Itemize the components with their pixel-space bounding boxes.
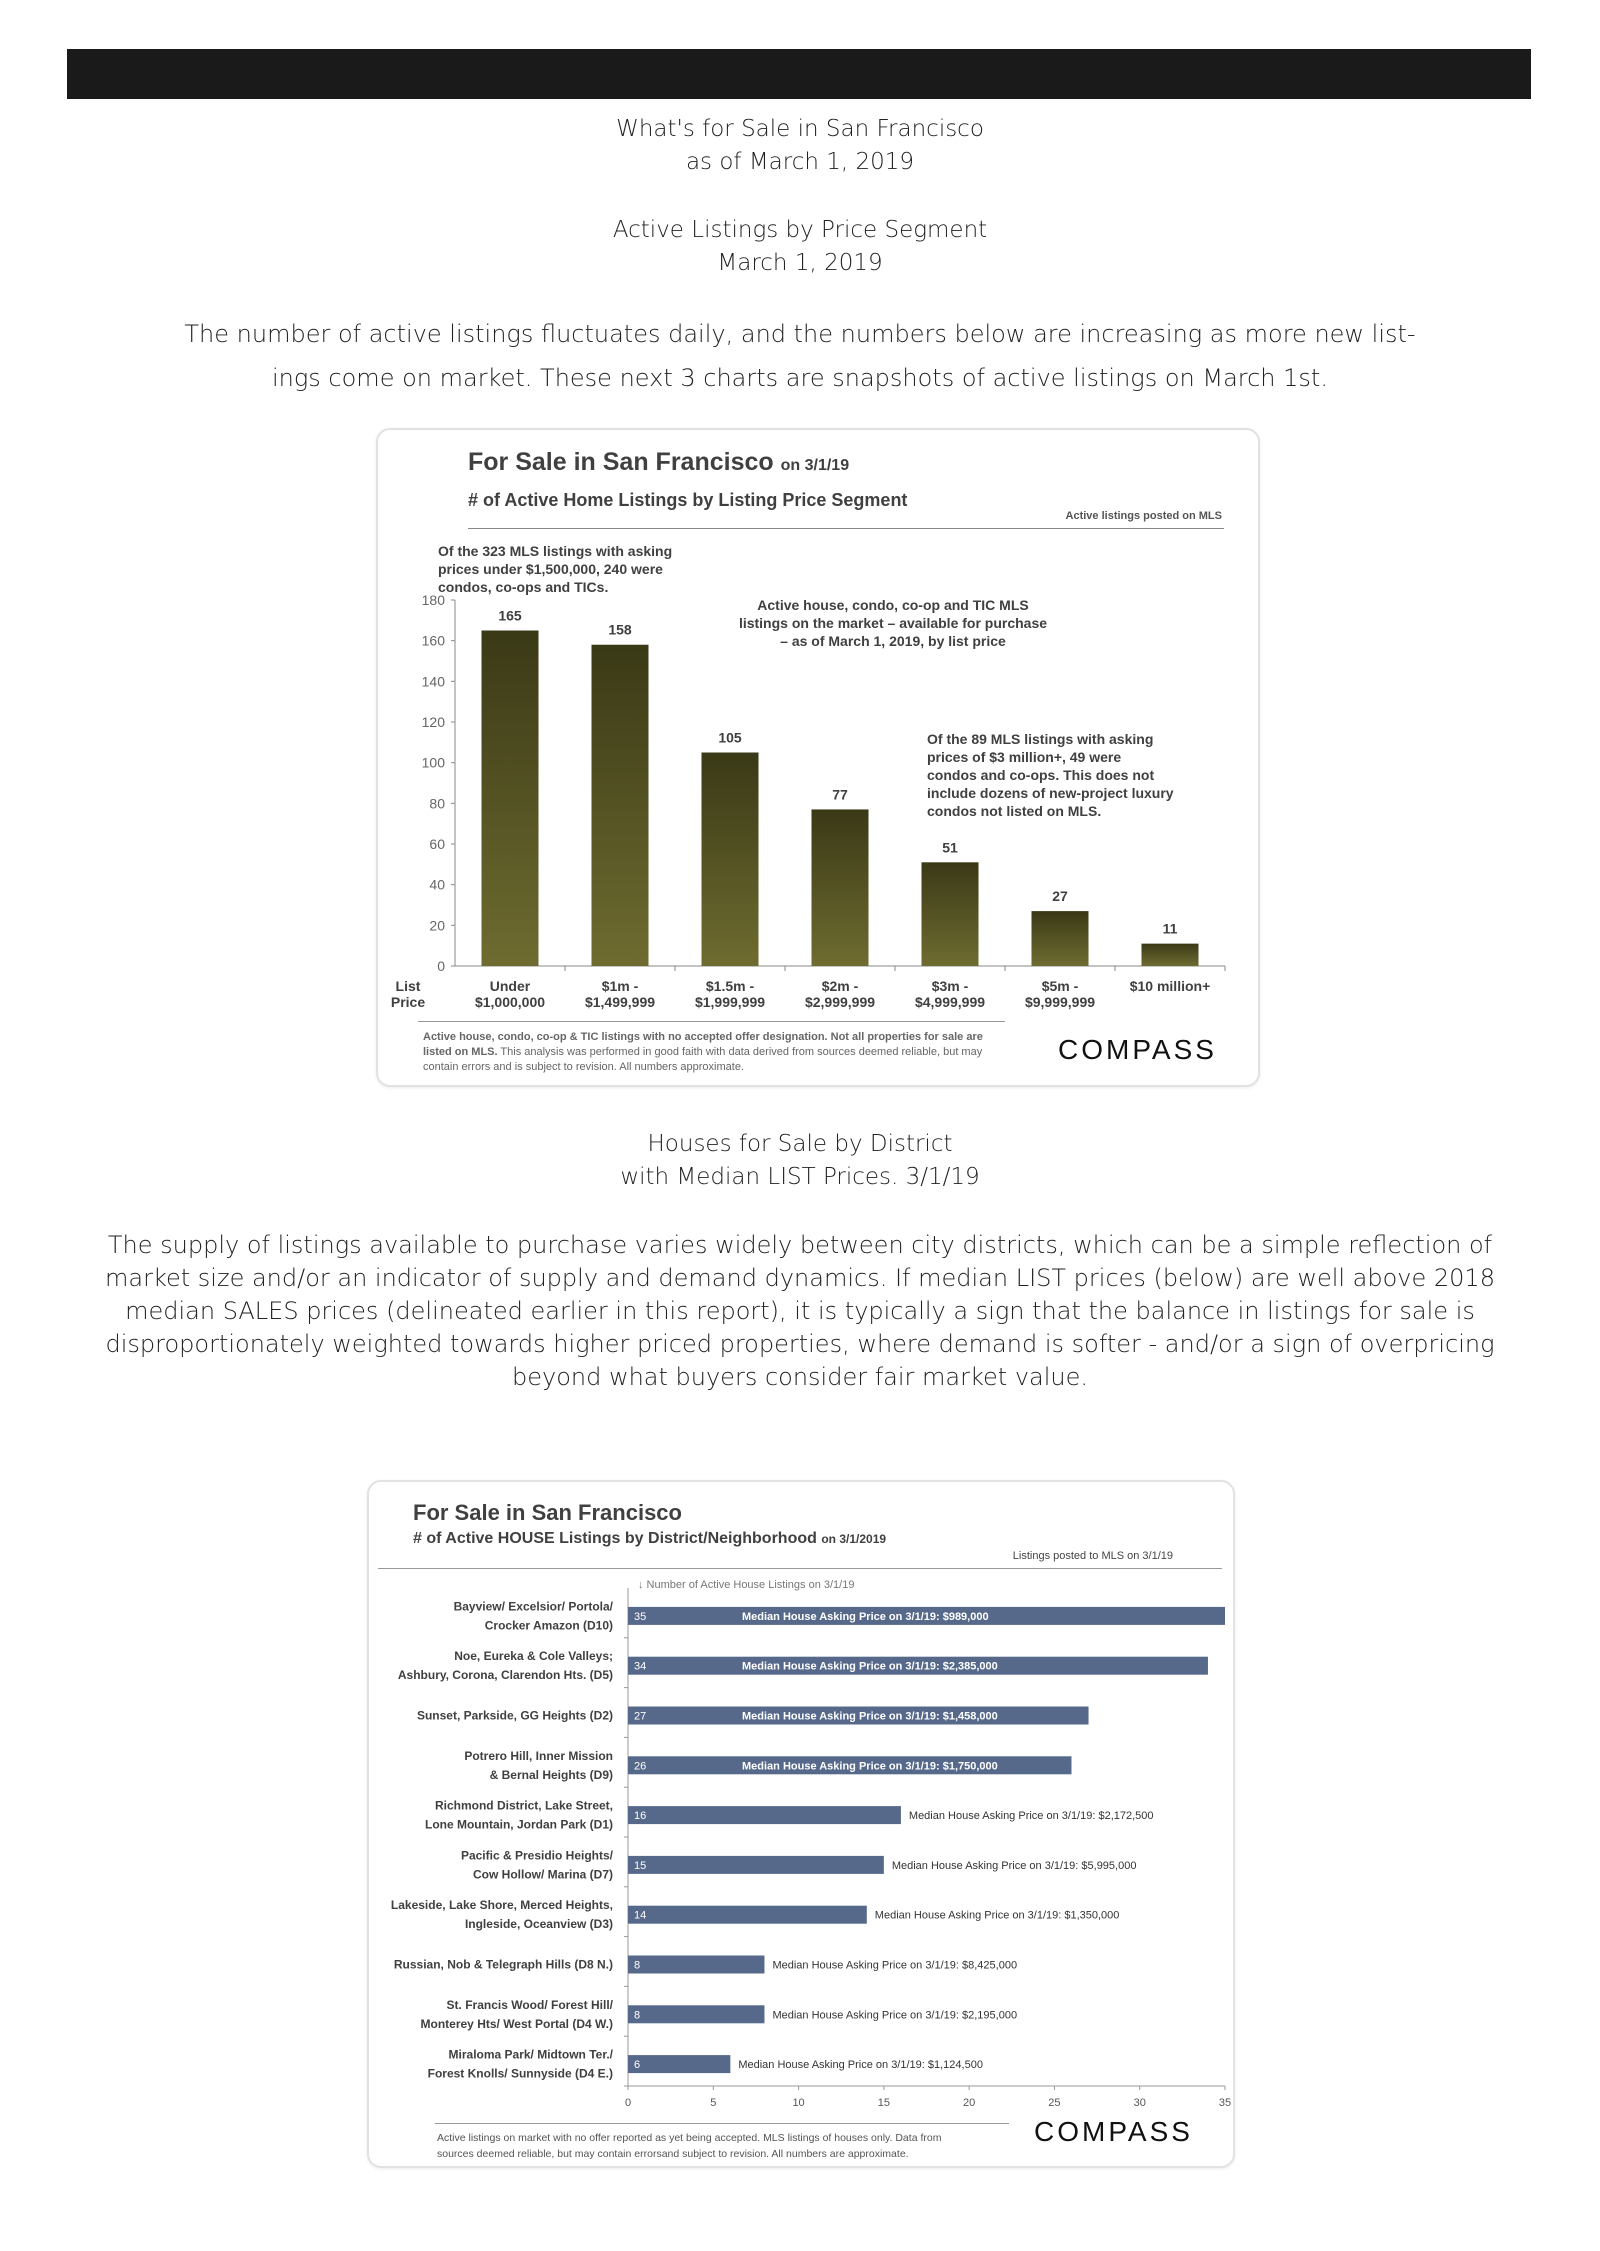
category-label: Crocker Amazon (D10) bbox=[484, 1618, 613, 1633]
bar bbox=[628, 1856, 884, 1874]
bar bbox=[628, 1956, 764, 1974]
compass-logo: COMPASS bbox=[1058, 1034, 1217, 1065]
chart2-subtitle-date: on 3/1/2019 bbox=[821, 1532, 887, 1546]
annotation-line: include dozens of new-project luxury bbox=[927, 785, 1174, 801]
data-label: 51 bbox=[942, 839, 958, 856]
paragraph-line: disproportionately weighted towards higher priced properties, where demand is softer - and/or a sign of overpricing bbox=[105, 1330, 1495, 1358]
bar bbox=[482, 631, 539, 967]
x-tick-label: $1,000,000 bbox=[474, 994, 546, 1010]
x-tick-label: Under bbox=[489, 978, 531, 994]
x-tick-label: $2,999,999 bbox=[804, 994, 876, 1010]
y-tick-label: 100 bbox=[421, 754, 445, 771]
footer-line: sources deemed reliable, but may contain errorsand subject to revision. All numbers are approximate. bbox=[437, 2148, 909, 2160]
median-price-label: Median House Asking Price on 3/1/19: $2,172,500 bbox=[908, 1810, 1154, 1823]
median-price-label: Median House Asking Price on 3/1/19: $2,385,000 bbox=[742, 1660, 998, 1673]
bar bbox=[702, 753, 759, 967]
category-label: Ingleside, Oceanview (D3) bbox=[464, 1917, 613, 1932]
chart1-footer bbox=[423, 1030, 1003, 1075]
data-label: 165 bbox=[498, 607, 522, 624]
data-label: 6 bbox=[634, 2059, 641, 2072]
chart1-plot bbox=[378, 430, 1258, 1030]
intro-line: ings come on market. These next 3 charts are snapshots of active listings on March 1st. bbox=[272, 364, 1328, 392]
x-tick-label: 15 bbox=[877, 2097, 890, 2109]
data-label: 77 bbox=[832, 786, 848, 803]
median-price-label: Median House Asking Price on 3/1/19: $2,195,000 bbox=[772, 2009, 1018, 2022]
paragraph-line: beyond what buyers consider fair market value. bbox=[511, 1363, 1089, 1391]
median-price-label: Median House Asking Price on 3/1/19: $1,350,000 bbox=[874, 1909, 1120, 1922]
data-label: 26 bbox=[634, 1760, 647, 1773]
x-axis-label: Price bbox=[390, 994, 426, 1010]
paragraph-line: The supply of listings available to purchase varies widely between city districts, which can be a simple reflection of bbox=[107, 1231, 1493, 1259]
top-banner bbox=[67, 49, 1531, 99]
category-label: Bayview/ Excelsior/ Portola/ bbox=[453, 1599, 613, 1614]
chart1-title-text: For Sale in San Francisco bbox=[468, 448, 774, 476]
y-tick-label: 120 bbox=[421, 714, 445, 730]
data-label: 8 bbox=[634, 2009, 641, 2022]
median-price-label: Median House Asking Price on 3/1/19: $5,995,000 bbox=[891, 1859, 1137, 1872]
annotation-line: Of the 323 MLS listings with asking bbox=[438, 543, 673, 559]
median-price-label: Median House Asking Price on 3/1/19: $1,124,500 bbox=[738, 2059, 983, 2072]
district-chart bbox=[367, 1480, 1235, 2168]
bar bbox=[922, 862, 979, 966]
x-tick-label: $3m - bbox=[931, 978, 969, 994]
section-title-line2: March 1, 2019 bbox=[717, 250, 883, 276]
category-label: Monterey Hts/ West Portal (D4 W.) bbox=[420, 2016, 613, 2031]
bar bbox=[1142, 944, 1199, 966]
section-title bbox=[0, 214, 1600, 280]
bar bbox=[628, 2055, 730, 2073]
median-price-label: Median House Asking Price on 3/1/19: $8,425,000 bbox=[772, 1959, 1018, 1972]
paragraph-line: market size and/or an indicator of supply and demand dynamics. If median LIST prices (below) are well above 2018 bbox=[105, 1264, 1495, 1292]
chart1-footer-divider bbox=[418, 1021, 1005, 1022]
category-label: Noe, Eureka & Cole Valleys; bbox=[454, 1649, 613, 1664]
category-label: Forest Knolls/ Sunnyside (D4 E.) bbox=[427, 2066, 613, 2081]
chart2-source-note: Listings posted to MLS on 3/1/19 bbox=[1012, 1550, 1173, 1562]
chart2-footer bbox=[437, 2130, 941, 2162]
x-tick-label: $9,999,999 bbox=[1024, 994, 1096, 1010]
x-tick-label: 25 bbox=[1048, 2097, 1061, 2109]
y-tick-label: 20 bbox=[429, 917, 445, 934]
intro-line: The number of active listings fluctuates daily, and the numbers below are increasing as more new list- bbox=[184, 320, 1416, 348]
compass-logo: COMPASS bbox=[1034, 2116, 1193, 2147]
bar bbox=[812, 809, 869, 966]
data-label: 16 bbox=[634, 1810, 647, 1823]
y-tick-label: 160 bbox=[421, 632, 445, 649]
footer-line: Active listings on market with no offer reported as yet being accepted. MLS listings of houses only. Data from bbox=[437, 2132, 942, 2144]
chart2-title: For Sale in San Francisco bbox=[413, 1500, 682, 1525]
y-tick-label: 60 bbox=[429, 836, 445, 852]
page-title bbox=[0, 113, 1600, 179]
y-tick-label: 180 bbox=[421, 592, 445, 608]
chart1-footer-regular: This analysis was performed in good faith with data derived from sources deemed reliable, but may contain errors and is subject to revision. All numbers approximate. bbox=[423, 1046, 983, 1073]
chart1-footer-bold: Active house, condo, co-op & TIC listings with no accepted offer designation. Not all properties for sale are listed on MLS. bbox=[423, 1031, 983, 1058]
data-label: 14 bbox=[634, 1909, 647, 1922]
x-tick-label: 35 bbox=[1218, 2097, 1232, 2109]
annotation-line: condos and co-ops. This does not bbox=[927, 767, 1155, 783]
category-label: Lone Mountain, Jordan Park (D1) bbox=[424, 1817, 613, 1832]
data-label: 11 bbox=[1162, 920, 1178, 937]
chart1-source-note: Active listings posted on MLS bbox=[1065, 510, 1222, 522]
bar bbox=[628, 2005, 764, 2023]
category-label: Miraloma Park/ Midtown Ter./ bbox=[448, 2047, 613, 2062]
x-tick-label: $10 million+ bbox=[1129, 978, 1211, 994]
paragraph-line: median SALES prices (delineated earlier in this report), it is typically a sign that the balance in listings for sale is bbox=[125, 1297, 1475, 1325]
x-tick-label: $1.5m - bbox=[705, 978, 755, 994]
x-axis-label: List bbox=[395, 978, 421, 994]
page-title-line1: What's for Sale in San Francisco bbox=[616, 116, 984, 142]
price-segment-chart bbox=[376, 428, 1260, 1087]
y-tick-label: 80 bbox=[429, 795, 445, 812]
chart2-plot bbox=[369, 1482, 1233, 2112]
chart2-footer-divider bbox=[435, 2123, 1009, 2124]
y-tick-label: 0 bbox=[437, 958, 445, 974]
x-tick-label: 30 bbox=[1133, 2097, 1146, 2109]
median-price-label: Median House Asking Price on 3/1/19: $1,750,000 bbox=[742, 1760, 998, 1773]
annotation-line: listings on the market – available for purchase bbox=[738, 615, 1048, 631]
x-tick-label: 10 bbox=[792, 2097, 805, 2109]
y-tick-label: 140 bbox=[421, 673, 445, 690]
annotation-line: condos not listed on MLS. bbox=[927, 803, 1102, 819]
data-label: 27 bbox=[634, 1710, 647, 1723]
category-label: Pacific & Presidio Heights/ bbox=[460, 1848, 613, 1863]
category-label: Potrero Hill, Inner Mission bbox=[464, 1748, 613, 1763]
y-tick-label: 40 bbox=[429, 876, 445, 893]
section2-title-line2: with Median LIST Prices. 3/1/19 bbox=[620, 1164, 980, 1190]
median-price-label: Median House Asking Price on 3/1/19: $1,458,000 bbox=[742, 1710, 998, 1723]
annotation-line: Active house, condo, co-op and TIC MLS bbox=[757, 597, 1029, 613]
category-label: St. Francis Wood/ Forest Hill/ bbox=[446, 1997, 613, 2012]
bar bbox=[1032, 911, 1089, 966]
x-tick-label: 5 bbox=[710, 2097, 717, 2109]
annotation-line: – as of March 1, 2019, by list price bbox=[780, 633, 1006, 649]
intro-paragraph bbox=[0, 312, 1600, 400]
category-label: Ashbury, Corona, Clarendon Hts. (D5) bbox=[397, 1668, 613, 1683]
annotation-line: prices under $1,500,000, 240 were bbox=[438, 561, 663, 577]
annotation-line: Of the 89 MLS listings with asking bbox=[927, 731, 1154, 747]
x-tick-label: $1m - bbox=[601, 978, 639, 994]
annotation-line: condos, co-ops and TICs. bbox=[438, 579, 609, 595]
category-label: Russian, Nob & Telegraph Hills (D8 N.) bbox=[393, 1957, 613, 1972]
data-label: 8 bbox=[634, 1959, 641, 1972]
category-label: Cow Hollow/ Marina (D7) bbox=[472, 1867, 613, 1882]
data-label: 34 bbox=[634, 1660, 647, 1673]
category-label: Sunset, Parkside, GG Heights (D2) bbox=[416, 1708, 613, 1723]
section-title-line1: Active Listings by Price Segment bbox=[612, 217, 988, 243]
x-tick-label: $5m - bbox=[1041, 978, 1079, 994]
section2-title-line1: Houses for Sale by District bbox=[647, 1131, 953, 1157]
bar bbox=[628, 1806, 901, 1824]
chart1-title-date: on 3/1/19 bbox=[780, 457, 850, 474]
x-tick-label: 20 bbox=[963, 2097, 976, 2109]
x-tick-label: $1,499,999 bbox=[584, 994, 656, 1010]
annotation-line: prices of $3 million+, 49 were bbox=[927, 749, 1122, 765]
chart1-subtitle: # of Active Home Listings by Listing Price Segment bbox=[468, 490, 908, 510]
category-label: Richmond District, Lake Street, bbox=[434, 1798, 613, 1813]
bar bbox=[628, 1906, 867, 1924]
median-price-label: Median House Asking Price on 3/1/19: $989,000 bbox=[742, 1610, 989, 1623]
bar bbox=[592, 645, 649, 966]
x-tick-label: 0 bbox=[624, 2097, 632, 2109]
x-tick-label: $1,999,999 bbox=[694, 994, 766, 1010]
data-label: 158 bbox=[608, 621, 632, 638]
x-tick-label: $4,999,999 bbox=[914, 994, 986, 1010]
legend: ↓ Number of Active House Listings on 3/1/19 bbox=[638, 1579, 855, 1591]
data-label: 35 bbox=[634, 1610, 647, 1623]
page-title-line2: as of March 1, 2019 bbox=[685, 149, 915, 175]
data-label: 105 bbox=[718, 729, 742, 746]
section2-title bbox=[0, 1128, 1600, 1194]
chart2-subtitle-text: # of Active HOUSE Listings by District/Neighborhood bbox=[413, 1530, 817, 1547]
x-tick-label: $2m - bbox=[821, 978, 859, 994]
data-label: 27 bbox=[1052, 888, 1068, 905]
category-label: & Bernal Heights (D9) bbox=[489, 1767, 613, 1782]
category-label: Lakeside, Lake Shore, Merced Heights, bbox=[390, 1898, 613, 1913]
data-label: 15 bbox=[634, 1859, 647, 1872]
section2-paragraph bbox=[0, 1229, 1600, 1394]
